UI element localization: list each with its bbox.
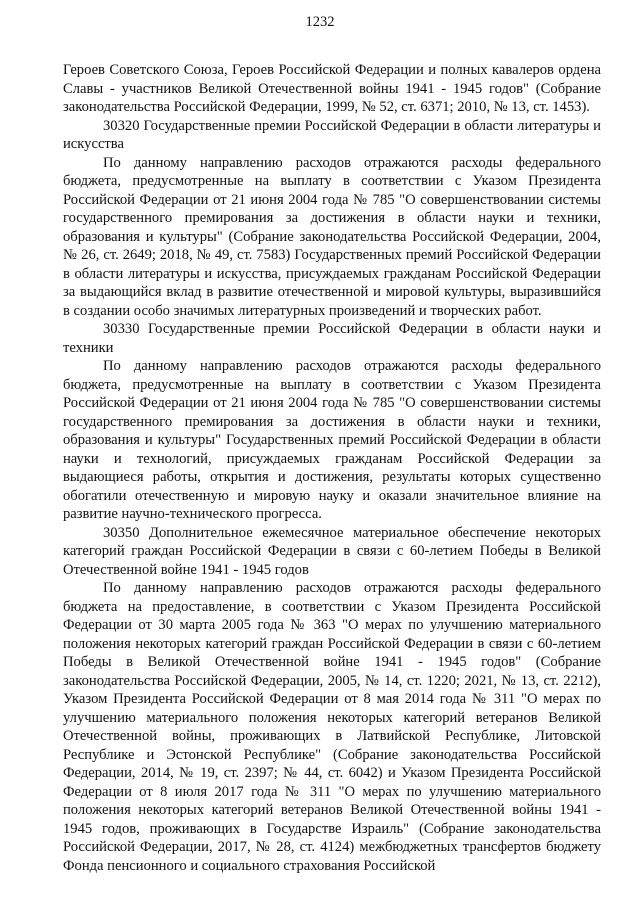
page-number: 1232 [305,14,335,30]
section-heading-30320: 30320 Государственные премии Российской Федерации в области литературы и искусства [63,117,601,152]
paragraph-30330-description: По данному направлению расходов отражаются расходы федерального бюджета, предусмотренные на выплату в соответствии с Указом Президента Российской Федерации от 21 июня 2004 года № 785 "О совершенствовании системы государственного премирования за достижения в области науки и техники, образования и культуры" Государственных премий Российской Федерации в области науки и технологий, присуждаемых гражданам Российской Федерации за выдающиеся работы, открытия и достижения, результаты которых существенно обогатили отечественную и мировую науку и оказали значительное влияние на развитие научно-технического прогресса. [63,358,601,522]
paragraph-continuation: Героев Советского Союза, Героев Российской Федерации и полных кавалеров ордена Славы - участников Великой Отечественной войны 1941 - 1945 годов" (Собрание законодательства Российской Федерации, 1999, № 52, ст. 6371; 2010, № 13, ст. 1453). [63,62,601,115]
paragraph-30320-description: По данному направлению расходов отражаются расходы федерального бюджета, предусмотренные на выплату в соответствии с Указом Президента Российской Федерации от 21 июня 2004 года № 785 "О совершенствовании системы государственного премирования за достижения в области науки и техники, образования и культуры" (Собрание законодательства Российской Федерации, 2004, № 26, ст. 2649; 2018, № 49, ст. 7583) Государственных премий Российской Федерации в области литературы и искусства, присуждаемых гражданам Российской Федерации за выдающийся вклад в развитие отечественной и мировой культуры, выразившийся в создании особо значимых литературных произведений и творческих работ. [63,154,601,319]
section-heading-30330: 30330 Государственные премии Российской Федерации в области науки и техники [63,321,601,356]
section-heading-30350: 30350 Дополнительное ежемесячное материальное обеспечение некоторых категорий граждан Российской Федерации в связи с 60-летием Победы в Великой Отечественной войне 1941 - 1945 годов [63,524,601,578]
paragraph-30350-description: По данному направлению расходов отражаются расходы федерального бюджета на предоставление, в соответствии с Указом Президента Российской Федерации от 30 марта 2005 года № 363 "О мерах по улучшению материального положения некоторых категорий граждан Российской Федерации в связи с 60-летием Победы в Великой Отечественной войне 1941 - 1945 годов" (Собрание законодательства Российской Федерации, 2005, № 14, ст. 1220; 2021, № 13, ст. 2212), Указом Президента Российской Федерации от 8 мая 2014 года № 311 "О мерах по улучшению материального положения некоторых категорий ветеранов Великой Отечественной войны, проживающих в Латвийской Республике, Литовской Республике и Эстонской Республике" (Собрание законодательства Российской Федерации, 2014, № 19, ст. 2397; № 44, ст. 6042) и Указом Президента Российской Федерации от 8 июля 2017 года № 311 "О мерах по улучшению материального положения некоторых категорий ветеранов Великой Отечественной войны 1941 - 1945 годов, проживающих в Государстве Израиль" (Собрание законодательства Российской Федерации, 2017, № 28, ст. 4124) межбюджетных трансфертов бюджету Фонда пенсионного и социального страхования Российской [63,580,601,874]
document-body [63,61,601,875]
